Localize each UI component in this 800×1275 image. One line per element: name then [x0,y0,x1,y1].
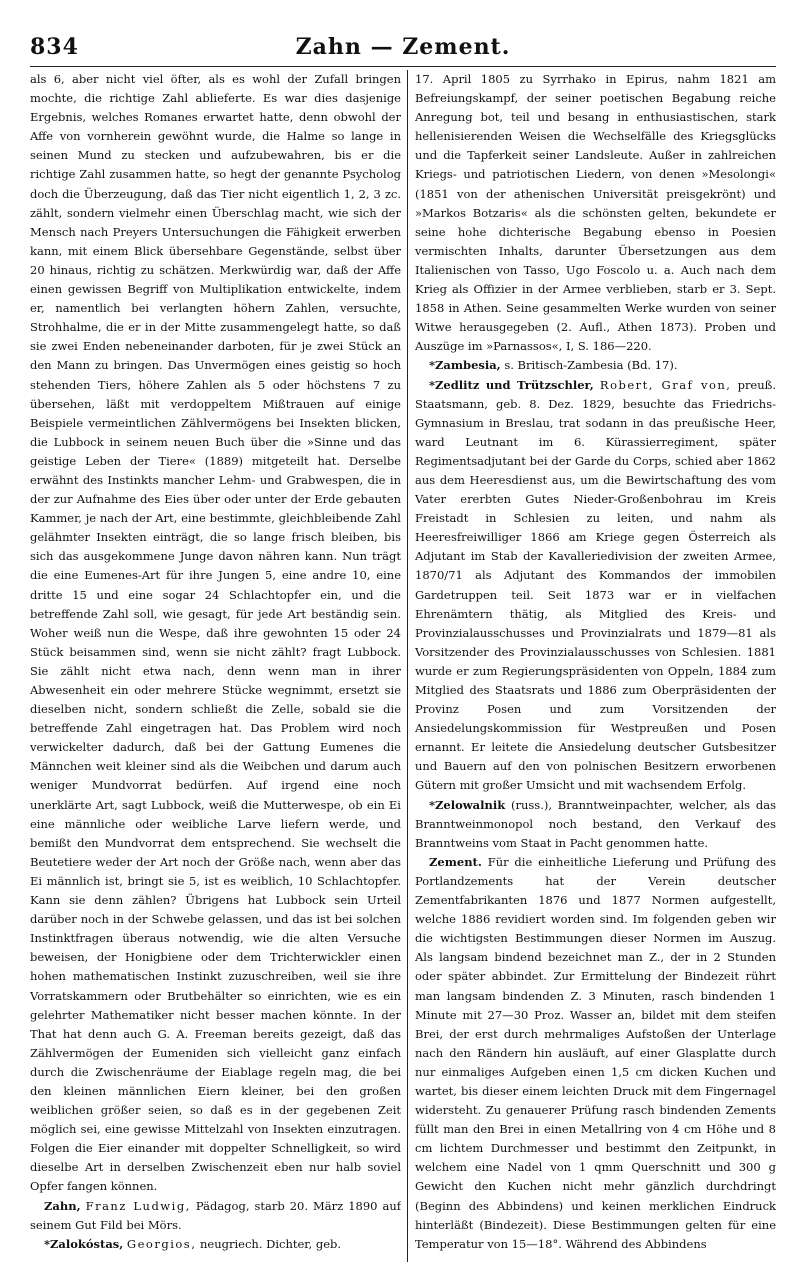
entry-spaced-name: Georgios, [126,1236,197,1251]
entry-zalokostas [30,1235,401,1254]
entry-zahn [30,1197,401,1235]
entry-headword: Zahn, [44,1198,81,1213]
entry-text: (russ.), Branntweinpachter, welcher, als das Branntweinmonopol noch bestand, den Verkauf des Branntweins vom Staat in Pacht genommen hatte. [415,797,776,850]
header-rule [30,66,776,67]
entry-headword: *Zambesia, [429,358,501,373]
paragraph-text: 17. April 1805 zu Syrrhako in Epirus, nahm 1821 am Befreiungskampf, der seiner poetischen Begabung reiche Anregung bot, teil und besang in enthusiastischen, stark hellenisierenden Weisen die Wechselfälle des Kriegsglücks und die Tapferkeit seiner Landsleute. Außer in zahlreichen Kriegs- und patriotischen Liedern, von denen »Mesolongi« (1851 von der athenischen Universität preisgekrönt) und »Markos Botzaris« als die schönsten gelten, bekundete er seine hohe dichterische Begabung ebenso in Poesien vermischten Inhalts, darunter Übersetzungen aus dem Italienischen von Tasso, Ugo Foscolo u. a. Auch nach dem Krieg als Offizier in der Armee verblieben, starb er 3. Sept. 1858 in Athen. Seine gesammelten Werke wurden von seiner Witwe herausgegeben (2. Aufl., Athen 1873). Proben und Auszüge im »Parnassos«, I, S. 186—220. [415,72,776,354]
page-header [30,34,776,66]
entry-zelowalnik [415,796,776,853]
entry-spaced-name: Robert, Graf von, [599,377,732,392]
column-divider [407,70,408,1262]
entry-headword: *Zelowalnik [429,797,506,812]
entry-text: s. Britisch-Zambesia (Bd. 17). [504,358,678,373]
entry-zement [415,853,776,1254]
entry-zambesia [415,356,776,375]
entry-headword: Zement. [429,854,482,869]
entry-text: Für die einheitliche Lieferung und Prüfung des Portlandzements hat der Verein deutscher Zementfabrikanten 1876 und 1877 Normen aufgestellt, welche 1886 revidiert worden sind. Im folgenden geben wir die wichtigsten Bestimmungen dieser Normen im Auszug. Als langsam bindend bezeichnet man Z., der in 2 Stunden oder später abbindet. Zur Ermittelung der Bindezeit rührt man langsam bindenden Z. 3 Minuten, rasch bindenden 1 Minute mit 27—30 Proz. Wasser an, bildet mit dem steifen Brei, der erst durch mehrmaliges Aufstoßen der Unterlage nach den Rändern hin ausläuft, auf einer Glasplatte durch nur einmaliges Aufgeben einen 1,5 cm dicken Kuchen und wartet, bis dieser einem leichten Druck mit dem Fingernagel widersteht. Zu genauerer Prüfung rasch bindenden Zements füllt man den Brei in einen Metallring von 4 cm Höhe und 8 cm lichtem Durchmesser und bestimmt den Zeitpunkt, in welchem eine Nadel von 1 qmm Querschnitt und 300 g Gewicht den Kuchen nicht mehr gänzlich durchdringt (Beginn des Abbindens) und keinen merklichen Eindruck hinterläßt (Bindezeit). Diese Bestimmungen gelten für eine Temperatur von 15—18°. Während des Abbindens [415,854,776,1251]
entry-text: preuß. Staatsmann, geb. 8. Dez. 1829, besuchte das Friedrichs-Gymnasium in Breslau, trat sodann in das preußische Heer, ward Leutnant im 6. Kürassierregiment, später Regimentsadjutant bei der Garde du Corps, schied aber 1862 aus dem Heeresdienst aus, um die Bewirtschaftung des vom Vater ererbten Gutes Nieder-Großenbohrau im Kreis Freistadt in Schlesien zu leiten, und nahm als Heeresfreiwilliger 1866 am Kriege gegen Österreich als Adjutant im Stab der Kavalleriedivision der zweiten Armee, 1870/71 als Adjutant des Kommandos der immobilen Gardetruppen teil. Seit 1873 war er in vielfachen Ehrenämtern thätig, als Mitglied des Kreis- und Provinzialausschusses und Provinzialrats und 1879—81 als Vorsitzender des Provinzialausschusses von Schlesien. 1881 wurde er zum Regierungspräsidenten von Oppeln, 1884 zum Mitglied des Staatsrats und 1886 zum Oberpräsidenten der Provinz Posen und zum Vorsitzenden der Ansiedelungskommission für Westpreußen und Posen ernannt. Er leitete die Ansiedelung deutscher Gutsbesitzer und Bauern auf den von polnischen Besitzern erworbenen Gütern mit großer Umsicht und mit wachsendem Erfolg. [415,377,776,793]
entry-headword: *Zedlitz und Trützschler, [429,377,594,392]
entry-text: Pädagog, starb 20. März 1890 auf seinem Gut Fild bei Mörs. [30,1198,401,1232]
continued-paragraph [30,70,401,1197]
paragraph-text: als 6, aber nicht viel öfter, als es wohl der Zufall bringen mochte, die richtige Zahl ablieferte. Es war dies dasjenige Ergebnis, welches Romanes erwartet hatte, denn obwohl der Affe von vornherein gewöhnt wurde, die Halme so lange in seinen Mund zu stecken und aufzubewahren, bis er die richtige Zahl zusammen hatte, so hegt der genannte Psycholog doch die Überzeugung, daß das Tier nicht eigentlich 1, 2, 3 zc. zählt, sondern vielmehr einen Überschlag macht, wie sich der Mensch nach Preyers Untersuchungen die Fähigkeit erwerben kann, mit einem Blick übersehbare Gegenstände, selbst über 20 hinaus, richtig zu schätzen. Merkwürdig war, daß der Affe einen gewissen Begriff von Multiplikation entwickelte, indem er, namentlich bei verlangten höhern Zahlen, versuchte, Strohhalme, die er in der Mitte zusammengelegt hatte, so daß sie zwei Enden nebeneinander darboten, für je zwei Stück an den Mann zu bringen. Das Unvermögen eines geistig so hoch stehenden Tiers, höhere Zahlen als 5 oder höchstens 7 zu übersehen, läßt mit verdoppeltem Mißtrauen auf einige Beispiele vermeintlichen Zählvermögens bei Insekten blicken, die Lubbock in seinem neuen Buch über die »Sinne und das geistige Leben der Tiere« (1889) mitgeteilt hat. Derselbe erwähnt des Instinkts mancher Lehm- und Grabwespen, die in der zur Aufnahme des Eies über oder unter der Erde gebauten Kammer, je nach der Art, eine bestimmte, gleichbleibende Zahl gelähmter Insekten einträgt, die so lange frisch bleiben, bis sich das ausgekommene Junge davon nähren kann. Nun trägt die eine Eumenes-Art für ihre Jungen 5, eine andre 10, eine dritte 15 und eine sogar 24 Schlachtopfer ein, und die betreffende Zahl soll, wie gesagt, für jede Art beständig sein. Woher weiß nun die Wespe, daß ihre gewohnten 15 oder 24 Stück beisammen sind, wenn sie nicht zählt? fragt Lubbock. Sie zählt nicht etwa nach, denn wenn man in ihrer Abwesenheit ein oder mehrere Stücke wegnimmt, ersetzt sie dieselben nicht, sondern schließt die Zelle, sobald sie die betreffende Zahl eingetragen hat. Das Problem wird noch verwickelter dadurch, daß bei der Gattung Eumenes die Männchen weit kleiner sind als die Weibchen und darum auch weniger Mundvorrat bedürfen. Auf irgend eine noch unerklärte Art, sagt Lubbock, weiß die Mutterwespe, ob ein Ei eine männliche oder weibliche Larve liefern werde, und bemißt den Mundvorrat dem entsprechend. Sie wechselt die Beutetiere weder der Art noch der Größe nach, wenn aber das Ei männlich ist, bringt sie 5, ist es weiblich, 10 Schlachtopfer. Kann sie denn zählen? Übrigens hat Lubbock sein Urteil darüber noch in der Schwebe gelassen, und das ist bei solchen Instinktfragen überaus notwendig, wie die alten Versuche beweisen, der Honigbiene oder dem Trichterwickler einen hohen mathematischen Instinkt zuzuschreiben, weil sie ihre Vorratskammern oder Brutbehälter so einrichten, wie es ein gelehrter Mathematiker nicht besser machen könnte. In der That hat denn auch G. A. Freeman bereits gezeigt, daß das Zählvermögen der Eumeniden sich vielleicht ganz einfach durch die Zwischenräume der Eiablage regeln mag, die bei den kleinen männlichen Eiern kleiner, bei den großen weiblichen größer seien, so daß es in der gegebenen Zeit möglich sei, eine gewisse Mittelzahl von Insekten einzutragen. Folgen die Eier einander mit doppelter Schnelligkeit, so wird dieselbe Art in derselben Zwischenzeit eben nur halb soviel Opfer fangen können. [30,72,401,1194]
entry-zedlitz [415,376,776,796]
page-number: 834 [30,34,79,60]
entry-headword: *Zalokóstas, [44,1236,124,1251]
left-column [30,70,401,1262]
page-title: Zahn — Zement. [295,34,511,60]
entry-spaced-name: Franz Ludwig, [85,1198,191,1213]
right-column [415,70,776,1262]
continued-paragraph [415,70,776,356]
entry-text: neugriech. Dichter, geb. [200,1236,342,1251]
